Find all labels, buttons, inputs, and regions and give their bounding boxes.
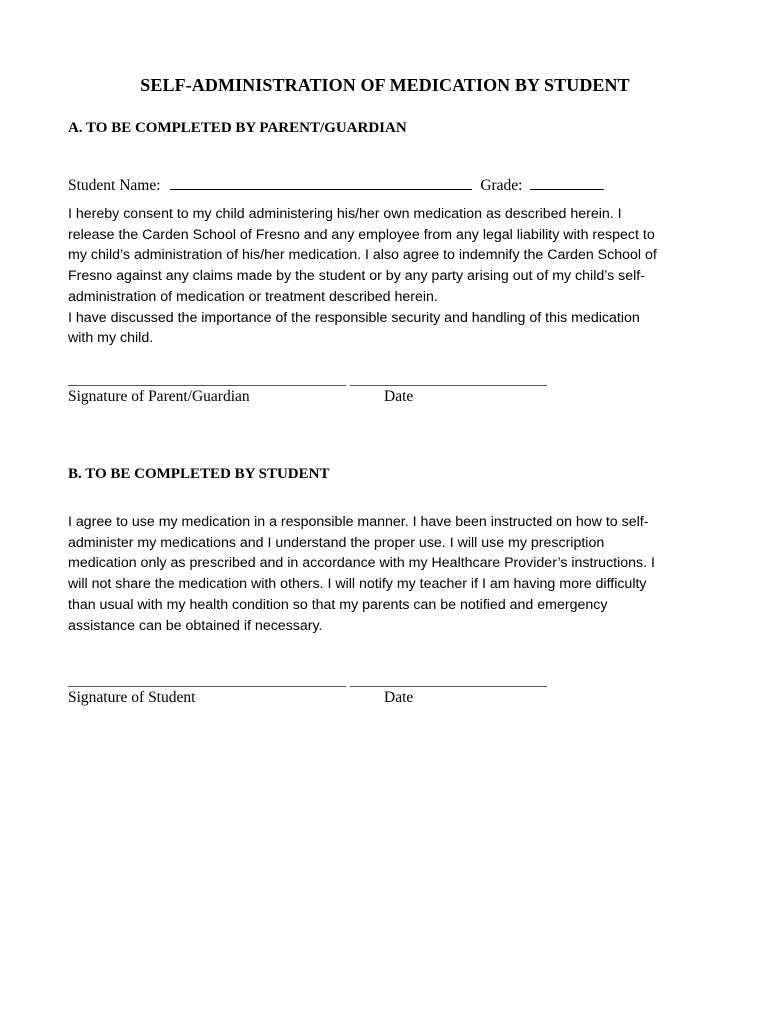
section-a-heading: A. TO BE COMPLETED BY PARENT/GUARDIAN [68, 120, 407, 136]
document-title: SELF-ADMINISTRATION OF MEDICATION BY STUDENT [140, 75, 630, 95]
section-a-paragraph [68, 204, 708, 349]
parent-date-label: Date [384, 388, 414, 405]
student-name-field[interactable] [170, 176, 472, 190]
student-signature-label: Signature of Student [68, 689, 196, 706]
student-signature-line[interactable] [68, 686, 346, 687]
paragraph-line: I hereby consent to my child administering his/her own medication as described herein. I [68, 206, 622, 222]
student-info-row [68, 176, 604, 195]
grade-label: Grade: [480, 177, 523, 194]
paragraph-line: I have discussed the importance of the responsible security and handling of this medication [68, 309, 640, 326]
grade-field[interactable] [530, 176, 604, 190]
paragraph-line: I agree to use my medication in a responsible manner. I have been instructed on how to self- [68, 514, 649, 530]
paragraph-line: administer my medications and I understand the proper use. I will use my prescription [68, 534, 605, 551]
parent-signature-label: Signature of Parent/Guardian [68, 388, 250, 405]
paragraph-line: release the Carden School of Fresno and any employee from any legal liability with respect to [68, 226, 655, 243]
student-date-line[interactable] [350, 686, 547, 687]
student-date-label: Date [384, 689, 414, 706]
paragraph-line: will not share the medication with others. I will notify my teacher if I am having more difficulty [68, 576, 647, 593]
paragraph-line: assistance can be obtained if necessary. [68, 617, 323, 634]
paragraph-line: medication only as prescribed and in accordance with my Healthcare Provider’s instructions. I [68, 555, 655, 572]
paragraph-line: my child’s administration of his/her medication. I also agree to indemnify the Carden School of [68, 247, 657, 264]
paragraph-line: Fresno against any claims made by the student or by any party arising out of my child’s self- [68, 268, 645, 285]
student-name-label: Student Name: [68, 177, 161, 194]
section-b-paragraph [68, 512, 708, 636]
paragraph-line: with my child. [68, 330, 154, 347]
parent-signature-line[interactable] [68, 385, 346, 386]
paragraph-line: than usual with my health condition so that my parents can be notified and emergency [68, 596, 608, 613]
section-b-heading: B. TO BE COMPLETED BY STUDENT [68, 466, 330, 482]
paragraph-line: administration of medication or treatment described herein. [68, 288, 438, 305]
parent-date-line[interactable] [350, 385, 547, 386]
